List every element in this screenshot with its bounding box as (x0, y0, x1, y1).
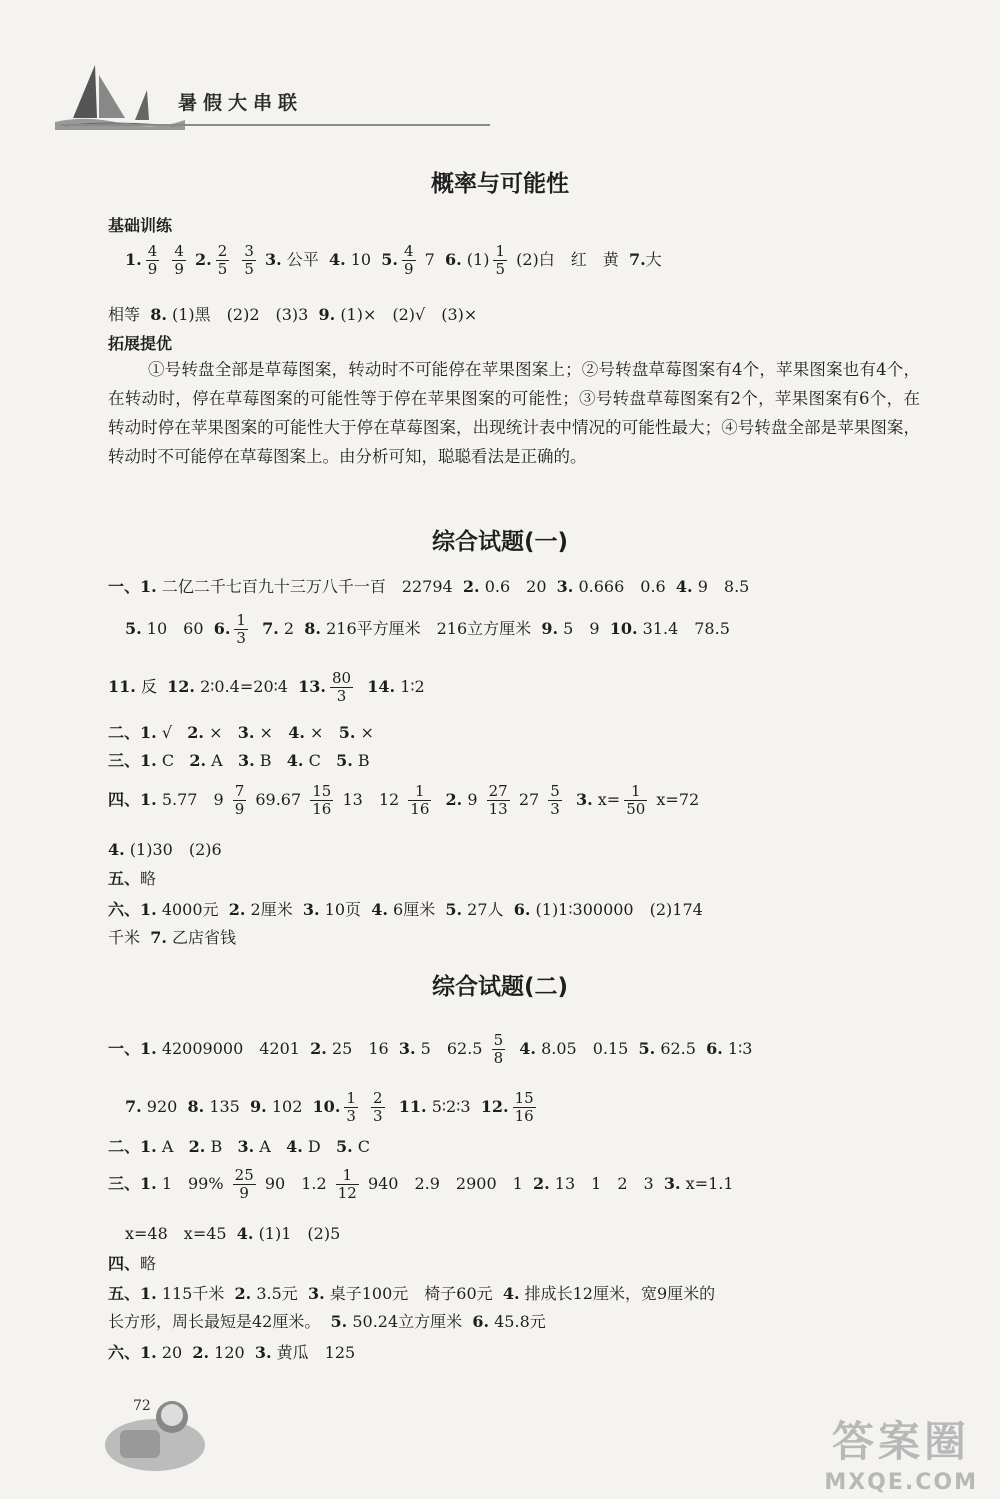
section-title-probability: 概率与可能性 (431, 171, 569, 197)
answer-line: 11. 反 12. 2∶0.4=20∶4 13. $\frac{80}{3}$ 14. 1∶2 (108, 669, 425, 705)
watermark-logo: 答案圈 (831, 1417, 970, 1466)
child-illustration (100, 1375, 210, 1475)
answer-line: 1. $\frac{4}{9}$ $\frac{4}{9}$ 2. $\frac{2}{5}$ $\frac{3}{5}$ 3. 公平 4. 10 5. $\frac{4}{9}$ 7 6. (1) $\frac{1}{5}$ (2)白 红 黄 7.大 (125, 242, 662, 278)
answer-line: 一、1. 二亿二千七百九十三万八千一百 22794 2. 0.6 20 3. 0.666 0.6 4. 9 8.5 (108, 577, 750, 596)
section-title-test-1: 综合试题(一) (431, 529, 569, 555)
page-number: 72 (133, 1398, 151, 1414)
subheading-basic-training: 基础训练 (108, 216, 173, 235)
header-rule (60, 124, 490, 126)
extension-answer-paragraph: ①号转盘全部是草莓图案，转动时不可能停在苹果图案上；②号转盘草莓图案有4个，苹果图案也有4个，在转动时，停在草莓图案的可能性等于停在苹果图案的可能性；③号转盘草莓图案有2个，苹果图案有6个，在转动时停在苹果图案的可能性大于停在草莓图案，出现统计表中情况的可能性最大；④号转盘全部是苹果图案，转动时不可能停在草莓图案上。由分析可知，聪聪看法是正确的。 (108, 360, 920, 466)
answer-line: 7. 920 8. 135 9. 102 10. $\frac{1}{3}$ $\frac{2}{3}$ 11. 5∶2∶3 12. $\frac{15}{16}$ (125, 1089, 534, 1125)
subheading-extension: 拓展提优 (108, 334, 173, 353)
answer-line: 一、1. 42009000 4201 2. 25 16 3. 5 62.5 $\frac{5}{8}$ 4. 8.05 0.15 5. 62.5 6. 1∶3 (108, 1031, 753, 1067)
answer-line: 三、1. C 2. A 3. B 4. C 5. B (108, 751, 370, 770)
answer-line: 二、1. A 2. B 3. A 4. D 5. C (108, 1137, 371, 1156)
answer-line: 长方形，周长最短是42厘米。 5. 50.24立方厘米 6. 45.8元 (108, 1312, 546, 1331)
answer-line: 四、略 (108, 1254, 157, 1273)
answer-line: 相等 8. (1)黑 (2)2 (3)3 9. (1)× (2)√ (3)× (108, 305, 478, 324)
answer-line: 5. 10 60 6. $\frac{1}{3}$ 7. 2 8. 216平方厘米 216立方厘米 9. 5 9 10. 31.4 78.5 (125, 611, 730, 647)
answer-line: x=48 x=45 4. (1)1 (2)5 (125, 1224, 341, 1243)
answer-line: 三、1. 1 99% $\frac{25}{9}$ 90 1.2 $\frac{1}{12}$ 940 2.9 2900 1 2. 13 1 2 3 3. x=1.1 (108, 1166, 734, 1202)
answer-line: 四、1. 5.77 9 $\frac{7}{9}$ 69.67 $\frac{15}{16}$ 13 12 $\frac{1}{16}$ 2. 9 $\frac{27}{13}$ 27 $\frac{5}{3}$ 3. x= $\frac{1}{50}$ x=72 (108, 782, 700, 818)
answer-line: 六、1. 4000元 2. 2厘米 3. 10页 4. 6厘米 5. 27人 6. (1)1∶300000 (2)174 (108, 900, 703, 919)
answer-line: 二、1. √ 2. × 3. × 4. × 5. × (108, 723, 374, 742)
answer-line: 五、略 (108, 869, 157, 888)
book-title: 暑假大串联 (178, 92, 304, 114)
answer-line: 六、1. 20 2. 120 3. 黄瓜 125 (108, 1343, 356, 1362)
section-title-test-2: 综合试题(二) (431, 974, 569, 1000)
watermark-url: MXQE.COM (824, 1470, 978, 1495)
answer-line: 五、1. 115千米 2. 3.5元 3. 桌子100元 椅子60元 4. 排成长12厘米，宽9厘米的 (108, 1284, 716, 1303)
answer-line: 4. (1)30 (2)6 (108, 840, 222, 859)
answer-line: 千米 7. 乙店省钱 (108, 928, 236, 947)
